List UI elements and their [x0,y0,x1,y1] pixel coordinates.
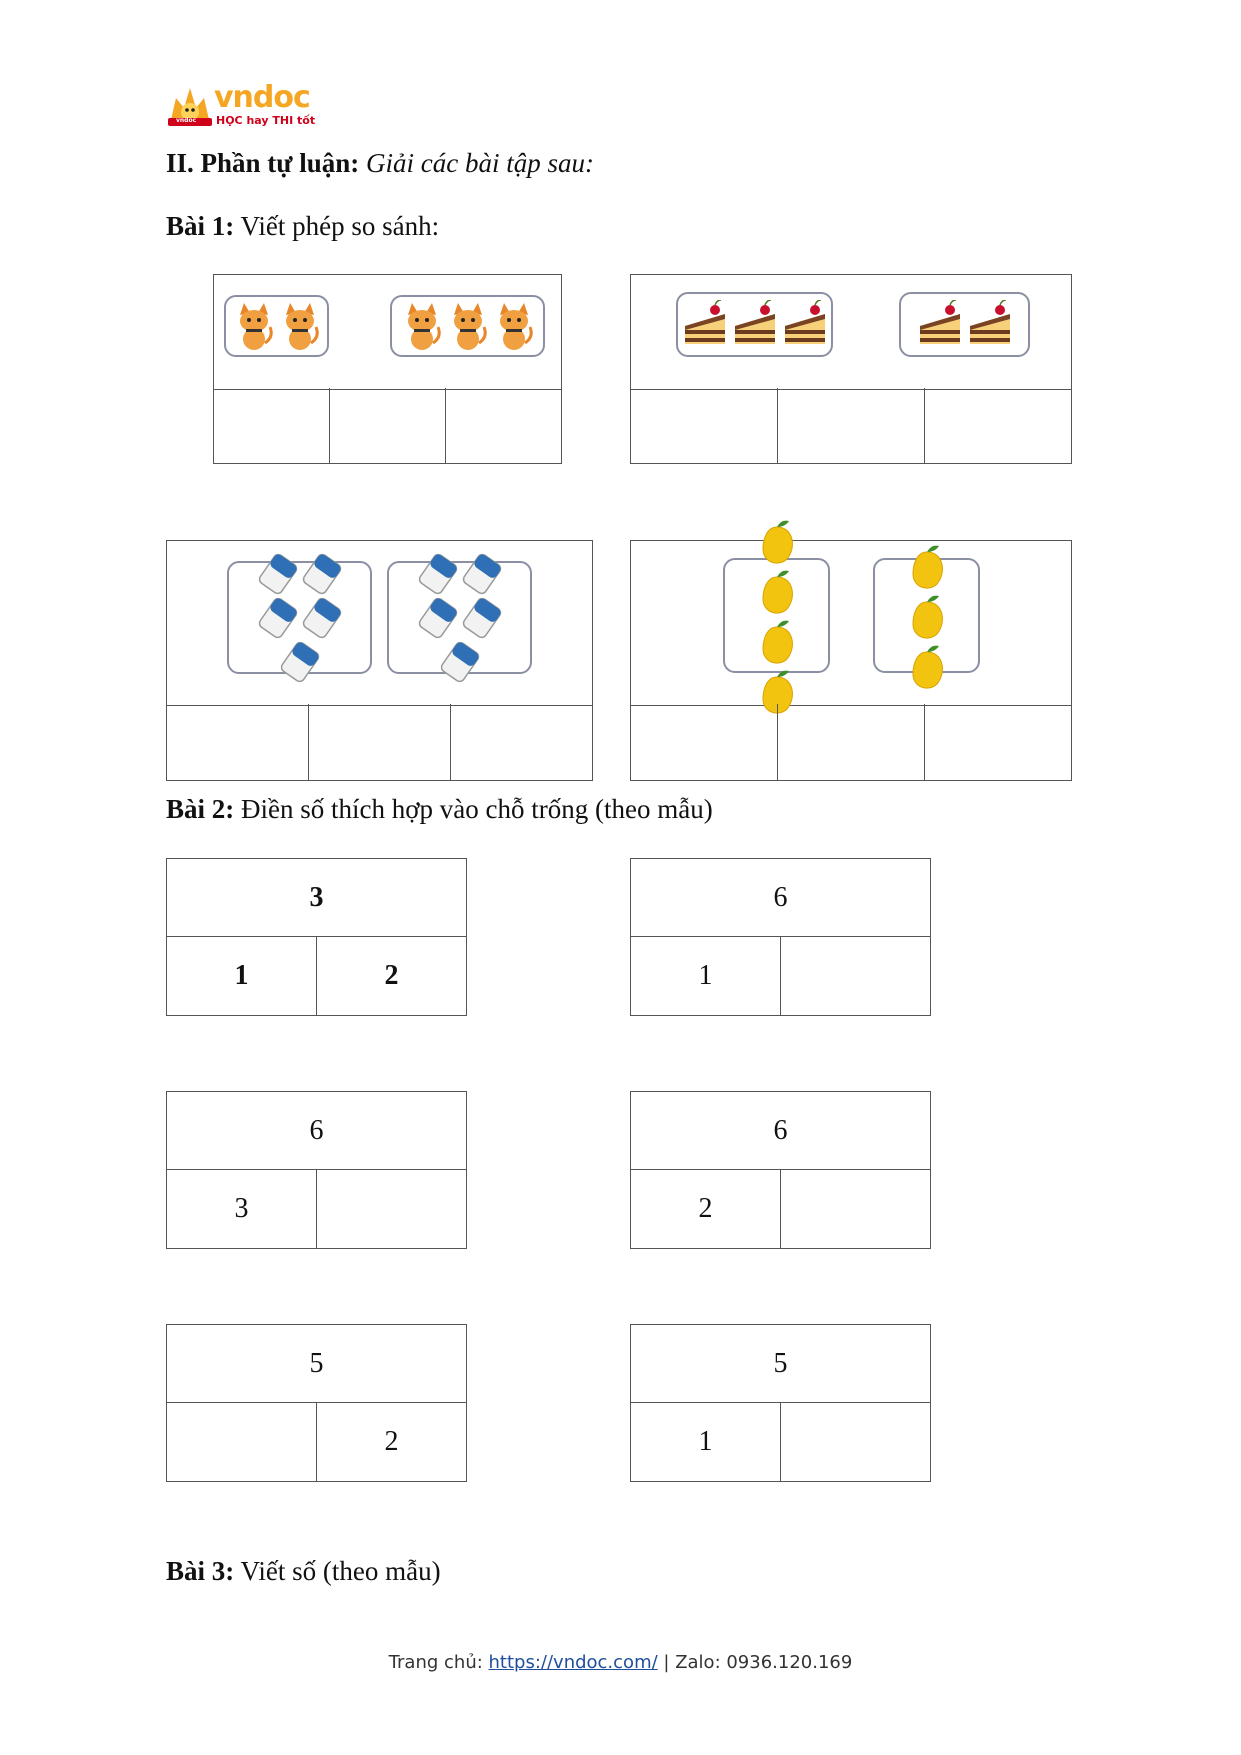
compare-box-cats [213,274,562,464]
cat-group-left [224,295,329,357]
footer-homepage-link[interactable]: https://vndoc.com/ [488,1652,658,1673]
bond-part-left: 2 [631,1170,781,1248]
bond-whole: 3 [167,859,466,937]
answer-cell[interactable] [451,704,592,780]
vndoc-logo[interactable] [166,80,326,132]
bond-whole: 6 [631,1092,930,1170]
cat-icon [278,301,322,351]
eraser-icon [301,553,343,595]
bai2-text: Điền số thích hợp vào chỗ trống (theo mẫu) [241,794,713,824]
compare-box-mangoes [630,540,1072,781]
logo-tagline: HỌC hay THI tốt [216,114,316,127]
cat-icon [446,301,490,351]
section-title-bold: II. Phần tự luận: [166,148,360,178]
eraser-icon [257,553,299,595]
bond-blank[interactable] [781,1403,930,1481]
cake-icon [966,300,1014,350]
bond-blank[interactable] [167,1403,317,1481]
mango-group-right [873,558,980,673]
mango-group-left [723,558,830,673]
number-bond [630,1091,931,1249]
logo-badge-text: vndoc [176,117,197,124]
cat-icon [492,301,536,351]
bond-blank[interactable] [781,937,930,1015]
answer-cell[interactable] [778,388,925,463]
answer-cell[interactable] [330,388,446,463]
mango-icon [905,592,949,640]
eraser-group-right [387,561,532,674]
bond-blank[interactable] [781,1170,930,1248]
bai3-label: Bài 3: [166,1556,235,1586]
eraser-icon [417,553,459,595]
picture-row [214,275,561,390]
mango-icon [755,567,799,615]
answer-cell[interactable] [925,704,1071,780]
bai1-text: Viết phép so sánh: [240,211,440,241]
number-bond [166,1324,467,1482]
footer-zalo: Zalo: 0936.120.169 [675,1652,853,1673]
eraser-group-left [227,561,372,674]
cake-group-right [899,292,1030,357]
eraser-icon [301,597,343,639]
bond-part-left: 1 [167,937,317,1015]
eraser-icon [439,641,481,683]
bond-whole: 5 [167,1325,466,1403]
number-bond-example [166,858,467,1016]
answer-cell[interactable] [778,704,925,780]
cake-icon [681,300,729,350]
bai3-text: Viết số (theo mẫu) [240,1556,441,1586]
cat-icon [400,301,444,351]
answer-cell[interactable] [214,388,330,463]
compare-box-erasers [166,540,593,781]
bond-part-left: 1 [631,937,781,1015]
number-bond [630,858,931,1016]
mango-icon [905,542,949,590]
bond-whole: 6 [167,1092,466,1170]
bai1-heading [166,211,439,242]
eraser-icon [417,597,459,639]
bond-part-right: 2 [384,1426,399,1457]
bond-whole: 5 [631,1325,930,1403]
cake-icon [916,300,964,350]
page-footer [0,1652,1241,1673]
picture-row [631,275,1071,390]
eraser-icon [461,597,503,639]
bond-whole: 6 [631,859,930,937]
compare-box-cakes [630,274,1072,464]
bond-blank[interactable] [317,1170,466,1248]
picture-row [631,541,1071,706]
answer-cell[interactable] [631,388,778,463]
cat-group-right [390,295,545,357]
bond-part-left: 3 [167,1170,317,1248]
bai2-label: Bài 2: [166,794,235,824]
footer-separator: | [657,1652,676,1673]
number-bond [630,1324,931,1482]
answer-cell[interactable] [631,704,778,780]
answer-cells [631,388,1071,463]
eraser-icon [279,641,321,683]
picture-row [167,541,592,706]
bond-part-left: 1 [631,1403,781,1481]
section-title-italic: Giải các bài tập sau: [366,148,594,178]
bai3-heading [166,1556,441,1587]
footer-prefix: Trang chủ: [388,1652,489,1673]
section-title [166,148,594,179]
mango-icon [905,642,949,690]
number-bond [166,1091,467,1249]
mango-icon [755,517,799,565]
cake-group-left [676,292,833,357]
logo-brand-text: vndoc [214,80,310,115]
bond-part-right: 2 [384,960,399,991]
mango-icon [755,617,799,665]
answer-cells [167,704,592,780]
cake-icon [731,300,779,350]
answer-cell[interactable] [309,704,451,780]
eraser-icon [257,597,299,639]
answer-cells [631,704,1071,780]
answer-cell[interactable] [167,704,309,780]
bai2-heading [166,794,713,825]
answer-cell[interactable] [446,388,561,463]
eraser-icon [461,553,503,595]
cat-icon [232,301,276,351]
answer-cells [214,388,561,463]
answer-cell[interactable] [925,388,1071,463]
cake-icon [781,300,829,350]
bai1-label: Bài 1: [166,211,235,241]
